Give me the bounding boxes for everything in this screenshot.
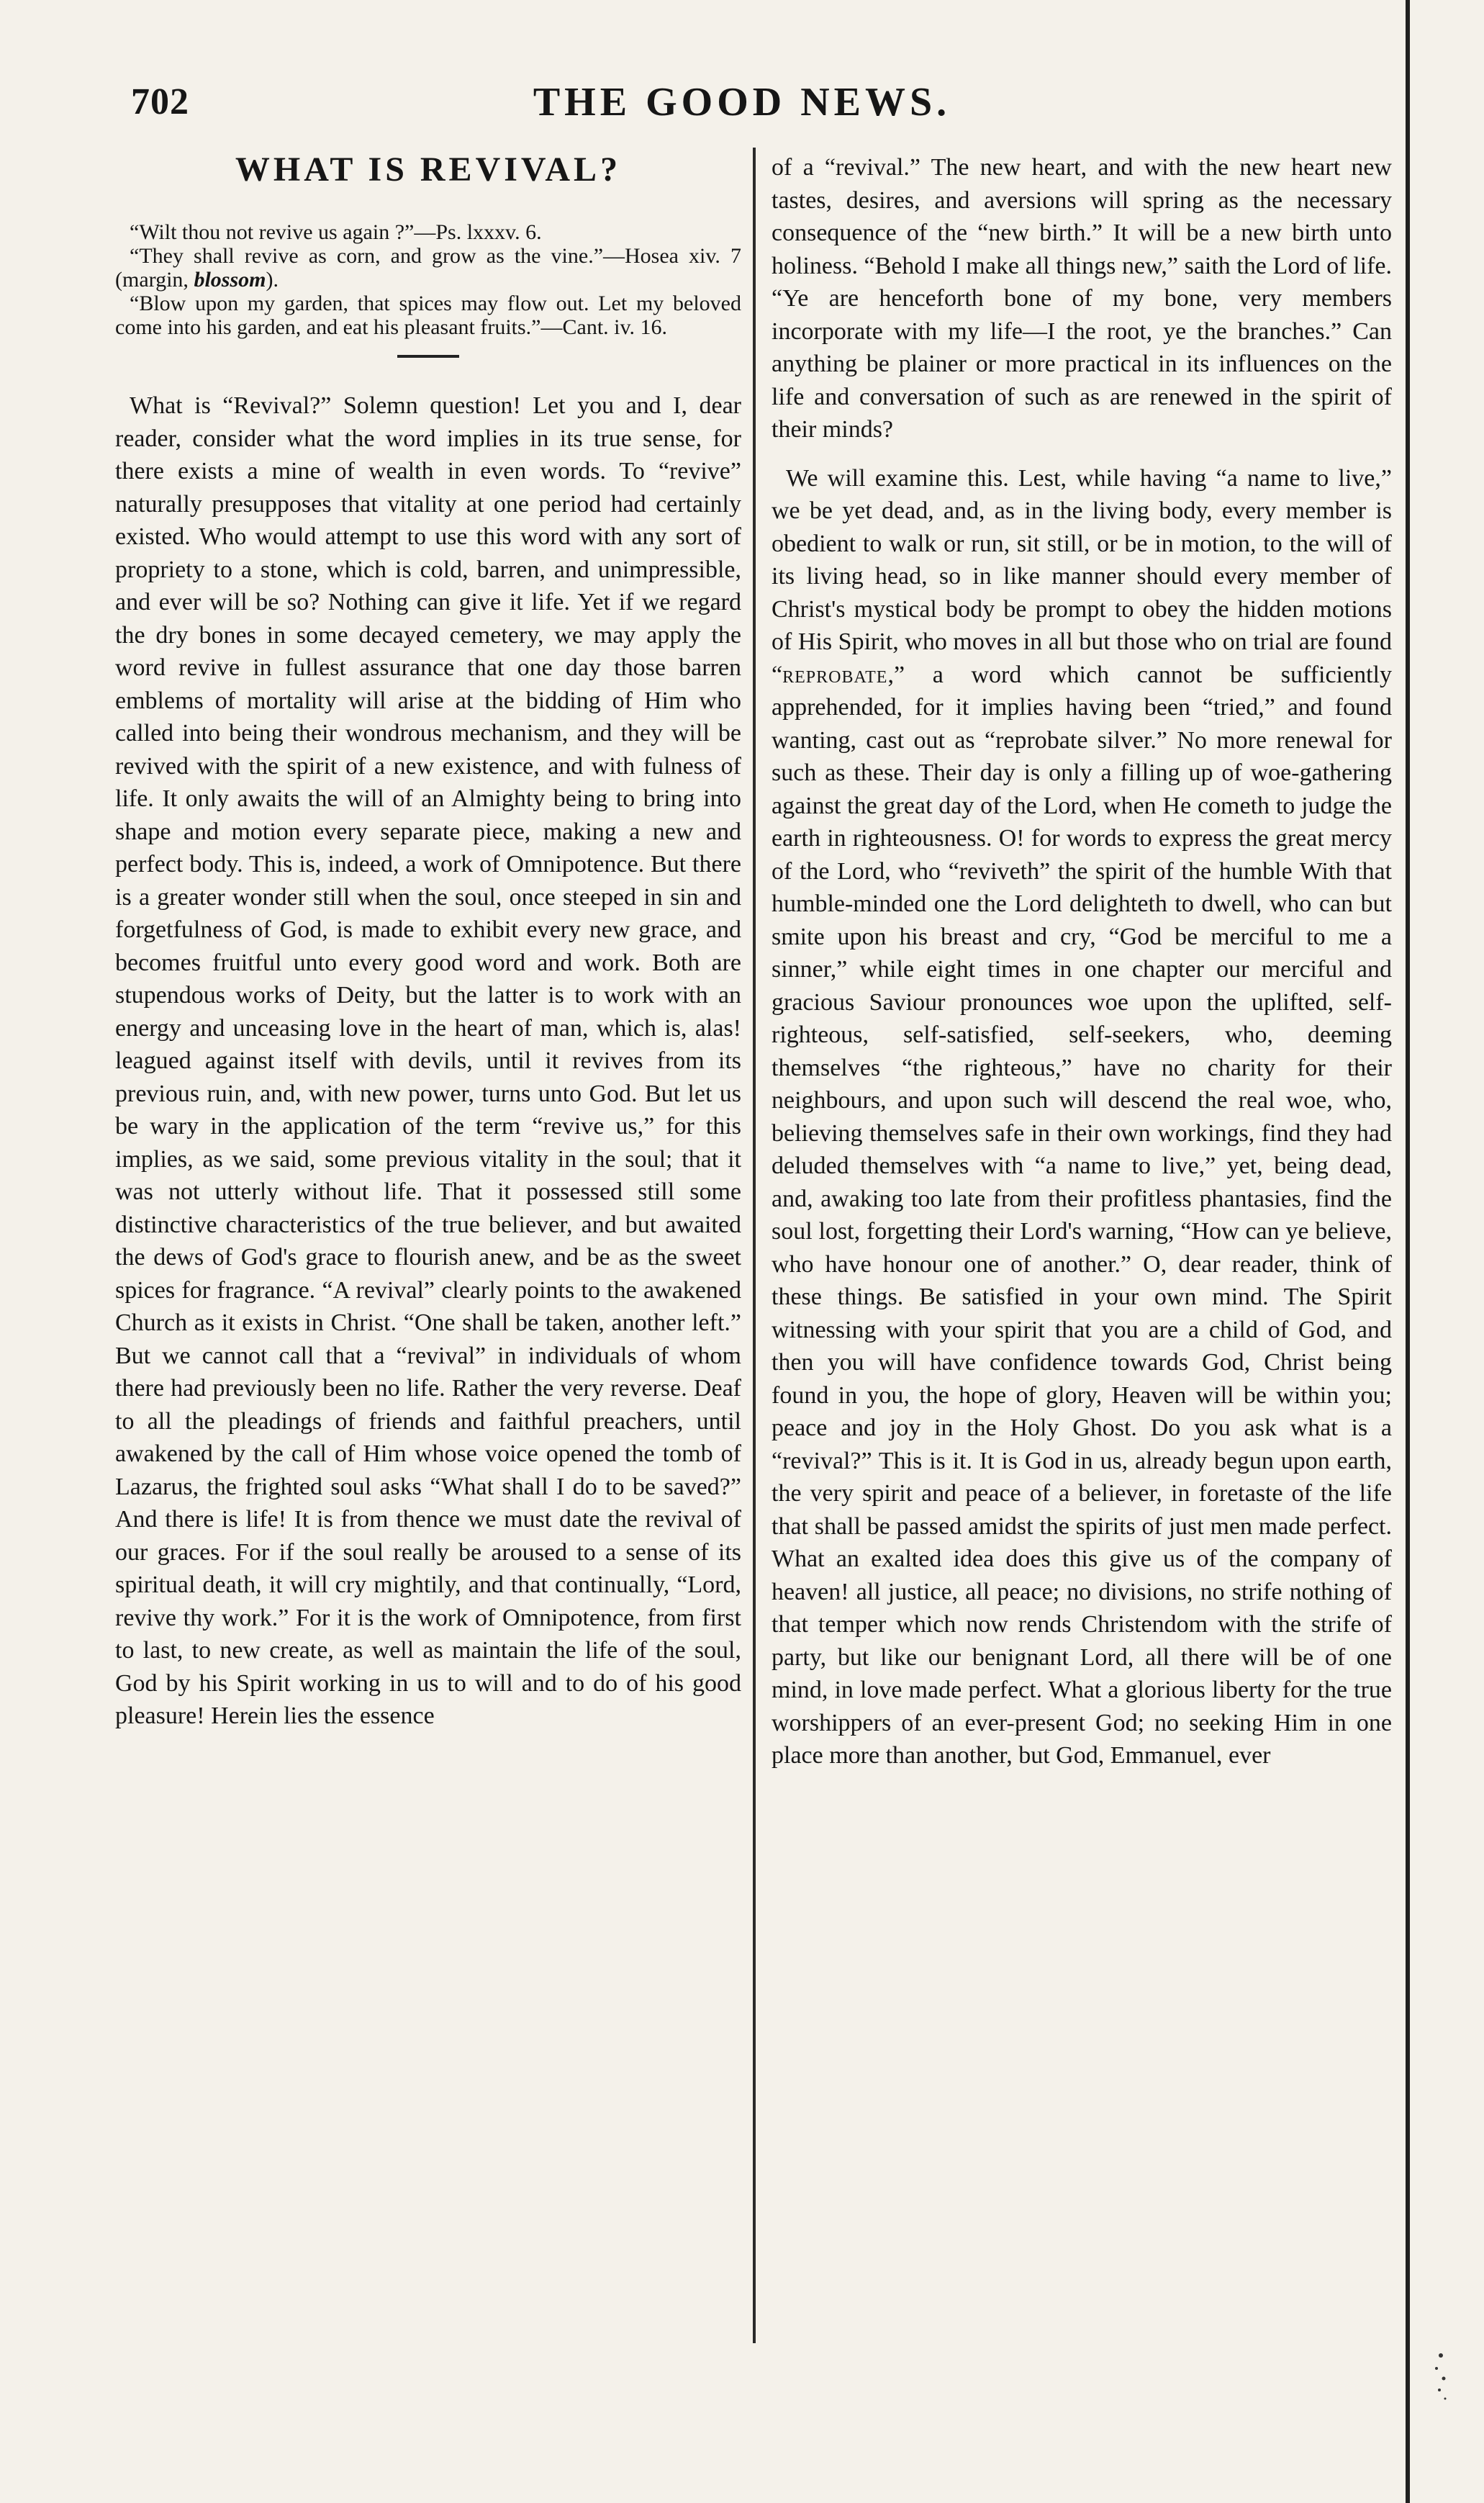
epigraph-hosea-italic: blossom: [194, 268, 266, 292]
epigraph-hosea-end: ).: [266, 268, 279, 292]
body-paragraph-continued: of a “revival.” The new heart, and with the new heart new tastes, desires, and aversions will spring as the necessary consequence of the “new birth.” It will be a new birth unto holiness. “Behold I make all things new,” saith the Lord of life. “Ye are henceforth bone of my bone, very members incorporate with my life—I the root, ye the branches.” Can anything be plainer or more practical in its influences on the life and conversation of such as are renewed in the spirit of their minds?: [772, 154, 1392, 443]
epigraph-canticles: “Blow upon my garden, that spices may flow out. Let my beloved come into his garden, and eat his pleasant fruits.”—Cant. iv. 16.: [115, 292, 741, 339]
body-paragraph-left: What is “Revival?” Solemn question! Let you and I, dear reader, consider what the word implies in its true sense, for there exists a mine of wealth in even words. To “revive” naturally presupposes that vitality at one period had certainly existed. Who would attempt to use this word with any sort of propriety to a stone, which is cold, barren, and unimpressible, and ever will be so? Nothing can give it life. Yet if we regard the dry bones in some decayed cemetery, we may apply the word revive in fullest assurance that one day those barren emblems of mortality will arise at the bidding of Him who called into being their wondrous mechanism, and they will be revived with the spirit of a new existence, and with fulness of life. It only awaits the will of an Almighty being to bring into shape and motion every separate piece, making a new and perfect body. This is, indeed, a work of Omnipotence. But there is a greater wonder still when the soul, once steeped in sin and forgetfulness of God, is made to exhibit every new grace, and becomes fruitful unto every good word and work. Both are stupendous works of Deity, but the latter is to work with an energy and unceasing love in the heart of man, which is, alas! leagued against itself with devils, until it revives from its previous ruin, and, with new power, turns unto God. But let us be wary in the application of the term “revive us,” for this implies, as we said, some previous vitality in the soul; that it was not utterly without life. That it possessed still some distinctive characteristics of the true believer, and but awaited the dews of God's grace to flourish anew, and be as the sweet spices for fragrance. “A revival” clearly points to the awakened Church as it exists in Christ. “One shall be taken, another left.” But we cannot call that a “revival” in individuals of whom there had previously been no life. Rather the very reverse. Deaf to all the pleadings of friends and faithful preachers, until awakened by the call of Him whose voice opened the tomb of Lazarus, the frighted soul asks “What shall I do to be saved?” And there is life! It is from thence we must date the revival of our graces. For if the soul really be aroused to a sense of its spiritual death, it will cry mightily, and that continually, “Lord, revive thy work.” For it is the work of Omnipotence, from first to last, to new create, as well as maintain the life of the soul, God by his Spirit working in us to will and to do of his good pleasure! Herein lies the essence: [115, 392, 741, 1729]
article-title: WHAT IS REVIVAL?: [235, 150, 622, 189]
epigraph-psalm: “Wilt thou not revive us again ?”—Ps. lxxxv. 6.: [130, 220, 542, 244]
left-column: [115, 151, 741, 2354]
running-title: THE GOOD NEWS.: [533, 80, 951, 125]
body-paragraph-examine: [772, 462, 1392, 1772]
reprobate-smallcaps: reprobate: [782, 661, 888, 688]
epigraph-hosea: [115, 244, 741, 292]
print-speck-mark: [1426, 2347, 1455, 2404]
section-rule: [397, 355, 459, 358]
paragraph-text-before: We will examine this. Lest, while having “a name to live,” we be yet dead, and, as in the living body, every member is obedient to walk or run, sit still, or be in motion, to the will of its living head, so in like manner should every member of Christ's mystical body be prompt to obey the hidden motions of His Spirit, who moves in all but those who on trial are found “: [772, 464, 1392, 688]
right-column: [772, 151, 1392, 2354]
column-divider: [753, 148, 756, 2343]
page-edge-rule: [1406, 0, 1410, 2503]
page-number: 702: [131, 81, 189, 122]
epigraph-block: [115, 220, 741, 339]
epigraph-hosea-text: “They shall revive as corn, and grow as the vine.”—Hosea xiv. 7 (margin,: [115, 244, 741, 292]
paragraph-text-after: ,” a word which cannot be sufficiently apprehended, for it implies having been “tried,” and found wanting, cast out as “reprobate silver.” No more renewal for such as these. Their day is only a filling up of woe-gathering against the great day of the Lord, when He cometh to judge the earth in righteousness. O! for words to express the great mercy of the Lord, who “reviveth” the spirit of the humble With that humble-minded one the Lord delighteth to dwell, who can but smite upon his breast and cry, “God be merciful to me a sinner,” while eight times in one chapter our merciful and gracious Saviour pronounces woe upon the uplifted, self-righteous, self-satisfied, self-seekers, who, deeming themselves “the righteous,” have no charity for their neighbours, and upon such will descend the real woe, who, believing themselves safe in their own workings, find they had deluded themselves with “a name to live,” yet, being dead, and, awaking too late from their profitless phantasies, find the soul lost, forgetting their Lord's warning, “How can ye believe, who have honour one of another.” O, dear reader, think of these things. Be satisfied in your own mind. The Spirit witnessing with your spirit that you are a child of God, and then you will have confidence towards God, Christ being found in you, the hope of glory, Heaven will be within you; peace and joy in the Holy Ghost. Do you ask what is a “revival?” This is it. It is God in us, already begun upon earth, the very spirit and peace of a believer, in foretaste of the life that shall be passed amidst the spirits of just men made perfect. What an exalted idea does this give us of the company of heaven! all justice, all peace; no divisions, no strife nothing of that temper which now rends Christendom with the strife of party, but like our benignant Lord, all there will be of one mind, in love made perfect. What a glorious liberty for the true worshippers of an ever-present God; no seeking Him in one place more than another, but God, Emmanuel, ever: [772, 661, 1392, 1769]
